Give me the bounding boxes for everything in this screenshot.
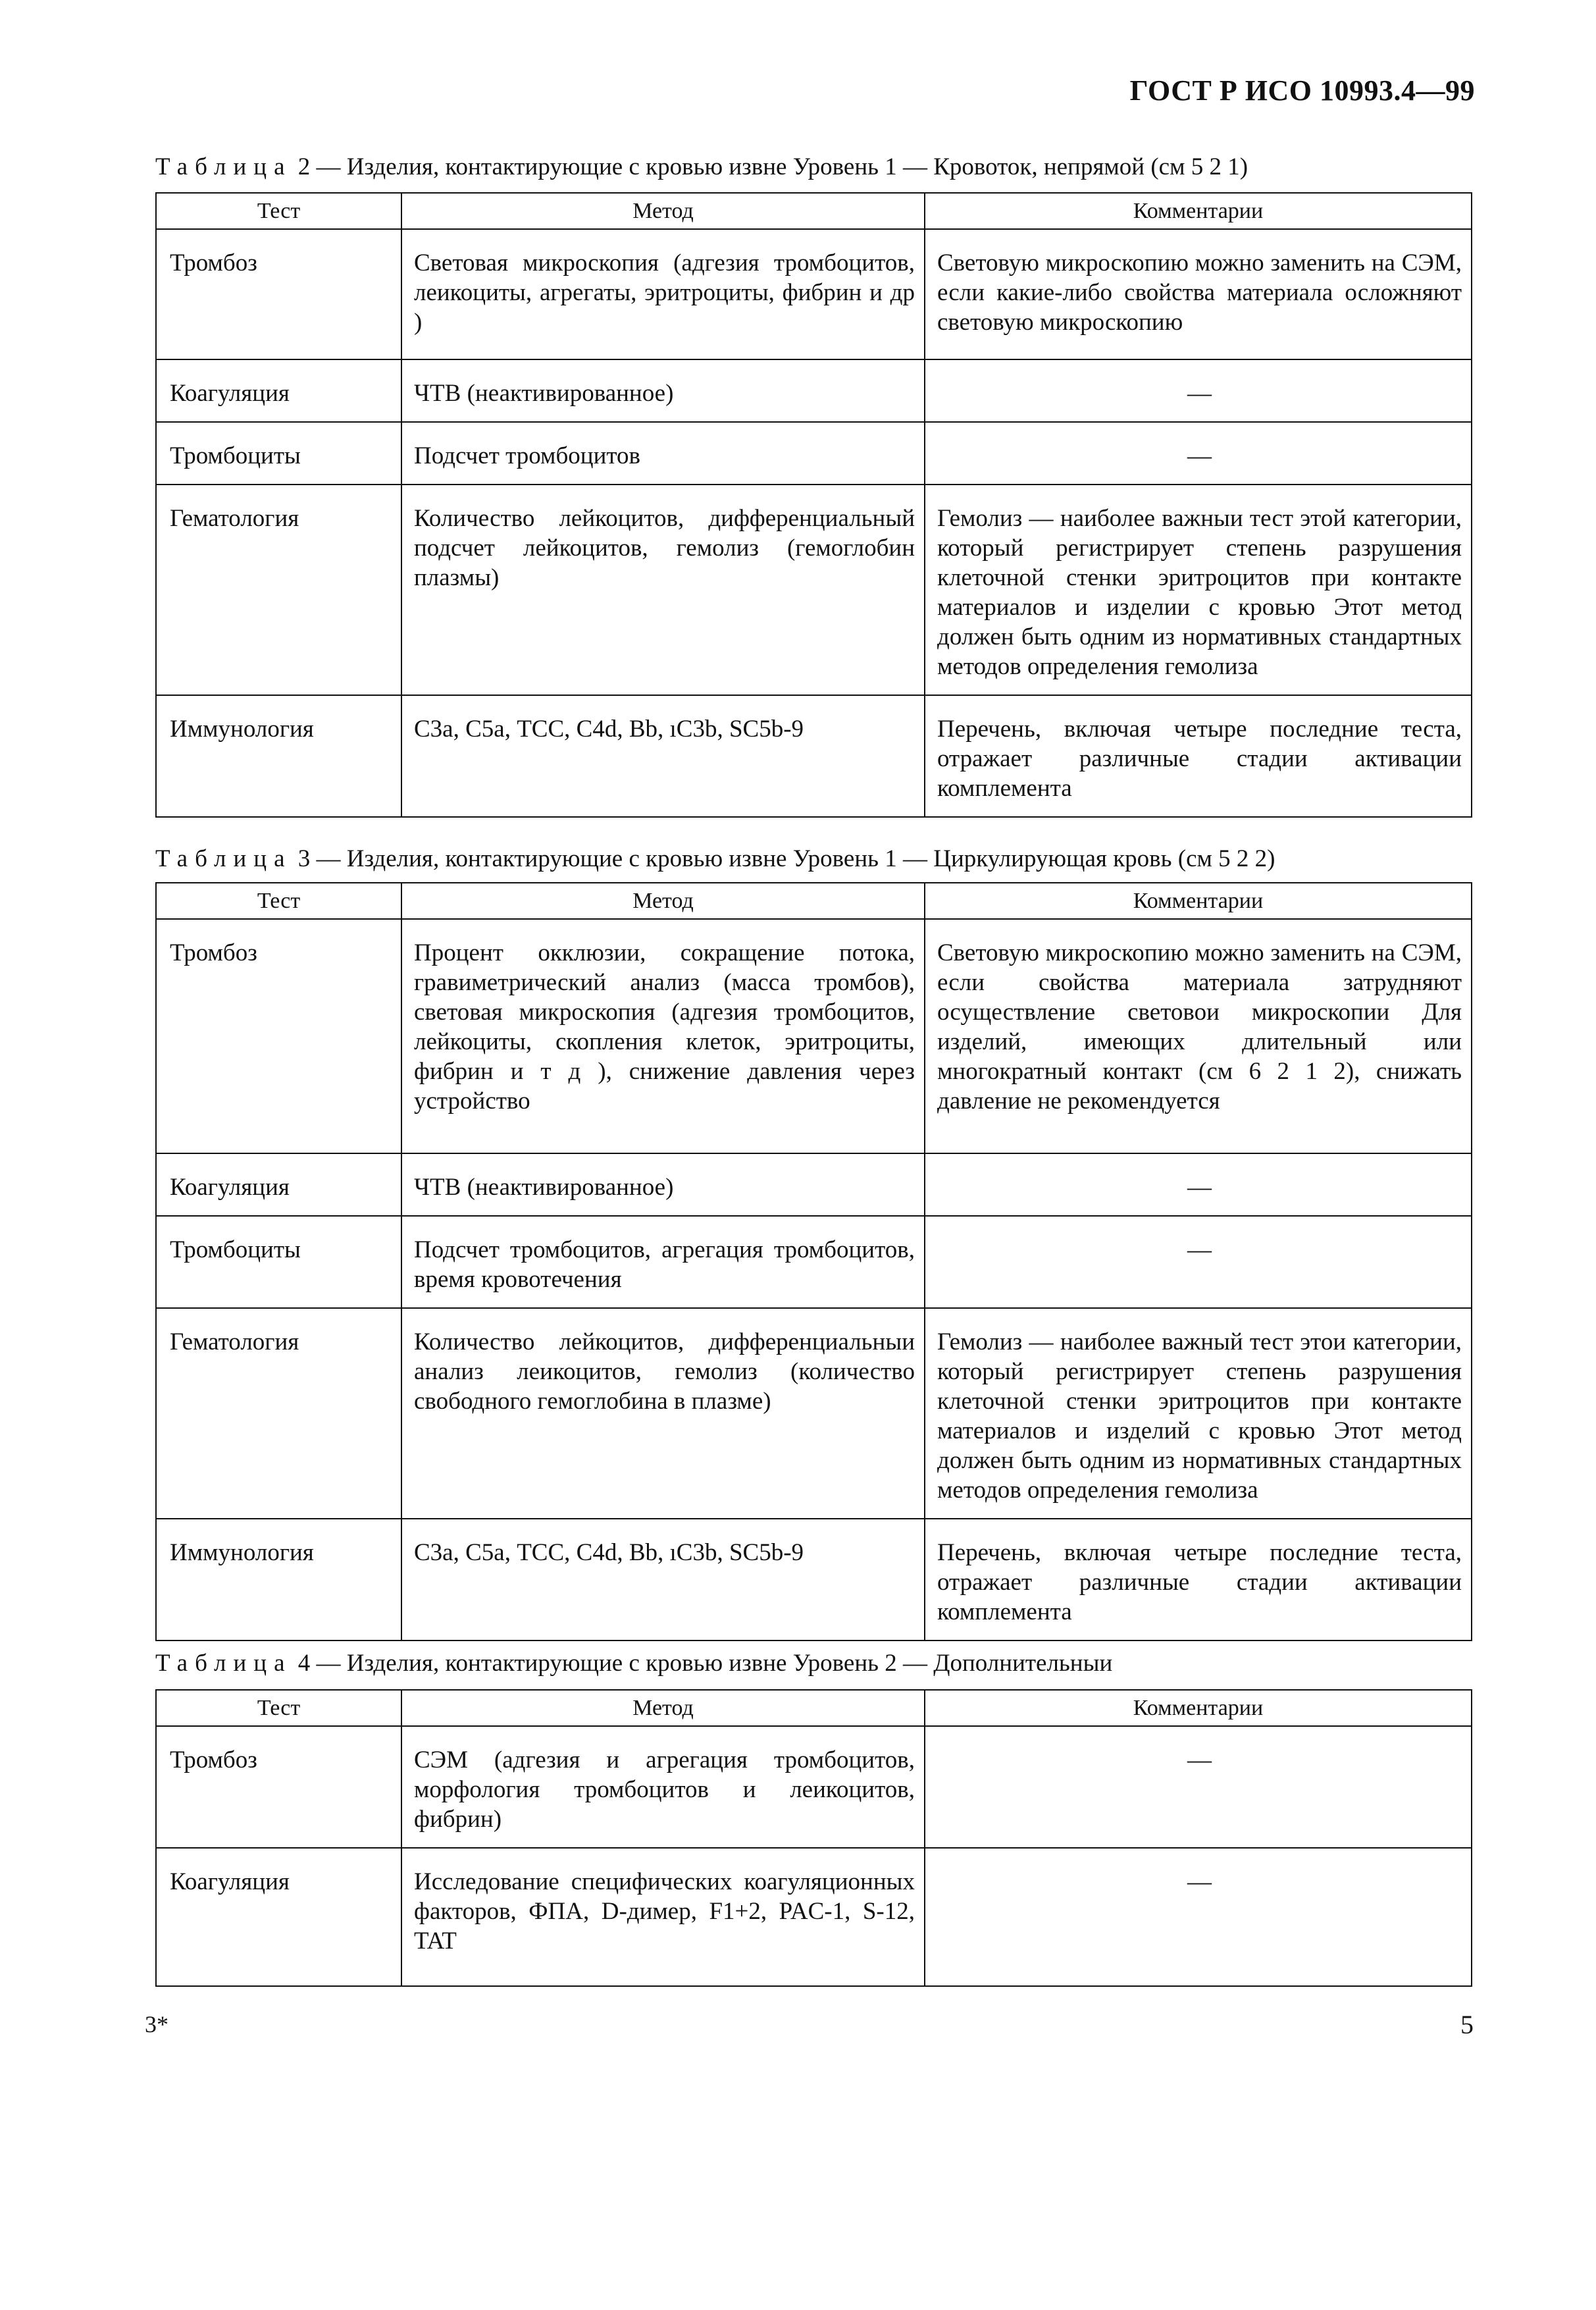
table-header-row — [156, 883, 1472, 919]
cell-method: Количество лейкоцитов, дифференциальныи анализ леикоцитов, гемолиз (количество свободного гемоглобина в плазме) — [401, 1308, 925, 1519]
table-row — [156, 1216, 1472, 1308]
cell-test: Коагуляция — [156, 1153, 401, 1216]
cell-comment: — — [925, 359, 1472, 422]
cell-method: СЭМ (адгезия и агрегация тромбоцитов, морфология тромбоцитов и леикоцитов, фибрин) — [401, 1726, 925, 1848]
cell-test: Иммунология — [156, 695, 401, 817]
cell-method: Исследование специфических коагуляционных факторов, ФПА, D-димер, F1+2, PAC-1, S-12, TAT — [401, 1848, 925, 1986]
column-header: Комментарии — [925, 1690, 1472, 1726]
cell-test: Гематология — [156, 485, 401, 695]
table-caption-text: 4 — Изделия, контактирующие с кровью извне Уровень 2 — Дополнительныи — [297, 1650, 1113, 1677]
cell-test: Гематология — [156, 1308, 401, 1519]
table-row — [156, 1848, 1472, 1986]
cell-method: ЧТВ (неактивированное) — [401, 359, 925, 422]
cell-comment: — — [925, 1848, 1472, 1986]
footer-signature: 3* — [145, 2011, 168, 2037]
table-row — [156, 1153, 1472, 1216]
table-row — [156, 919, 1472, 1153]
cell-comment: — — [925, 1216, 1472, 1308]
table-row — [156, 359, 1472, 422]
table-row — [156, 1519, 1472, 1641]
column-header: Комментарии — [925, 883, 1472, 919]
cell-test: Тромбоциты — [156, 422, 401, 485]
cell-comment: Гемолиз — наиболее важный тест этои категории, который регистрирует степень разрушения клеточной стенки эритроцитов при контакте материалов и изделий с кровью Этот метод должен быть одним из нормативных стандартных методов определения гемолиза — [925, 1308, 1472, 1519]
cell-comment: Гемолиз — наиболее важныи тест этой категории, который регистрирует степень разрушения клеточной стенки эритроцитов при контакте материалов и изделии с кровью Этот метод должен быть одним из нормативных стандартных методов определения гемолиза — [925, 485, 1472, 695]
data-table — [155, 882, 1472, 1641]
table-caption-text: 3 — Изделия, контактирующие с кровью извне Уровень 1 — Циркулирующая кровь (см 5 2 2) — [297, 845, 1275, 872]
column-header: Комментарии — [925, 193, 1472, 229]
column-header: Метод — [401, 193, 925, 229]
document-header: ГОСТ Р ИСО 10993.4—99 — [1129, 74, 1475, 107]
cell-method: Процент окклюзии, сокращение потока, гравиметрический анализ (масса тромбов), световая микроскопия (адгезия тромбоцитов, лейкоциты, скопления клеток, эритроциты, фибрин и т д ), снижение давления через устройство — [401, 919, 925, 1153]
table-row — [156, 229, 1472, 359]
cell-test: Иммунология — [156, 1519, 401, 1641]
cell-comment: Световую микроскопию можно заменить на СЭМ, если свойства материала затрудняют осуществление световои микроскопии Для изделий, имеющих длительный или многократный контакт (см 6 2 1 2), снижать давление не рекомендуется — [925, 919, 1472, 1153]
cell-method: ЧТВ (неактивированное) — [401, 1153, 925, 1216]
cell-method: Подсчет тромбоцитов — [401, 422, 925, 485]
table-caption-label: Таблица — [155, 1650, 292, 1677]
table-header-row — [156, 1690, 1472, 1726]
table-row — [156, 422, 1472, 485]
page-number: 5 — [1460, 2010, 1474, 2039]
data-table — [155, 192, 1472, 818]
cell-comment: — — [925, 422, 1472, 485]
cell-comment: Световую микроскопию можно заменить на СЭМ, если какие-либо свойства материала осложняют световую микроскопию — [925, 229, 1472, 359]
table-row — [156, 695, 1472, 817]
table-caption — [155, 845, 1275, 873]
cell-method: С3а, С5а, ТСС, С4d, Вb, ıС3b, SC5b-9 — [401, 695, 925, 817]
table-row — [156, 1308, 1472, 1519]
column-header: Тест — [156, 883, 401, 919]
cell-test: Тромбоз — [156, 229, 401, 359]
cell-test: Коагуляция — [156, 1848, 401, 1986]
cell-test: Тромбоз — [156, 919, 401, 1153]
table-header-row — [156, 193, 1472, 229]
cell-comment: — — [925, 1726, 1472, 1848]
cell-comment: Перечень, включая четыре последние теста, отражает различные стадии активации комплемента — [925, 695, 1472, 817]
cell-method: С3а, С5а, ТСС, С4d, Вb, ıС3b, SC5b-9 — [401, 1519, 925, 1641]
table-caption-label: Таблица — [155, 845, 292, 872]
cell-comment: Перечень, включая четыре последние теста, отражает различные стадии активации комплемента — [925, 1519, 1472, 1641]
cell-method: Количество лейкоцитов, дифференциальный подсчет лейкоцитов, гемолиз (гемоглобин плазмы) — [401, 485, 925, 695]
table-caption — [155, 1649, 1112, 1677]
table-row — [156, 485, 1472, 695]
cell-test: Коагуляция — [156, 359, 401, 422]
column-header: Тест — [156, 193, 401, 229]
cell-test: Тромбоциты — [156, 1216, 401, 1308]
table-row — [156, 1726, 1472, 1848]
column-header: Метод — [401, 883, 925, 919]
column-header: Тест — [156, 1690, 401, 1726]
cell-test: Тромбоз — [156, 1726, 401, 1848]
table-caption-label: Таблица — [155, 153, 292, 180]
column-header: Метод — [401, 1690, 925, 1726]
cell-method: Световая микроскопия (адгезия тромбоцитов, леикоциты, агрегаты, эритроциты, фибрин и др ) — [401, 229, 925, 359]
data-table — [155, 1689, 1472, 1987]
table-caption-text: 2 — Изделия, контактирующие с кровью извне Уровень 1 — Кровоток, непрямой (см 5 2 1) — [297, 153, 1248, 180]
cell-comment: — — [925, 1153, 1472, 1216]
cell-method: Подсчет тромбоцитов, агрегация тромбоцитов, время кровотечения — [401, 1216, 925, 1308]
table-caption — [155, 153, 1248, 181]
